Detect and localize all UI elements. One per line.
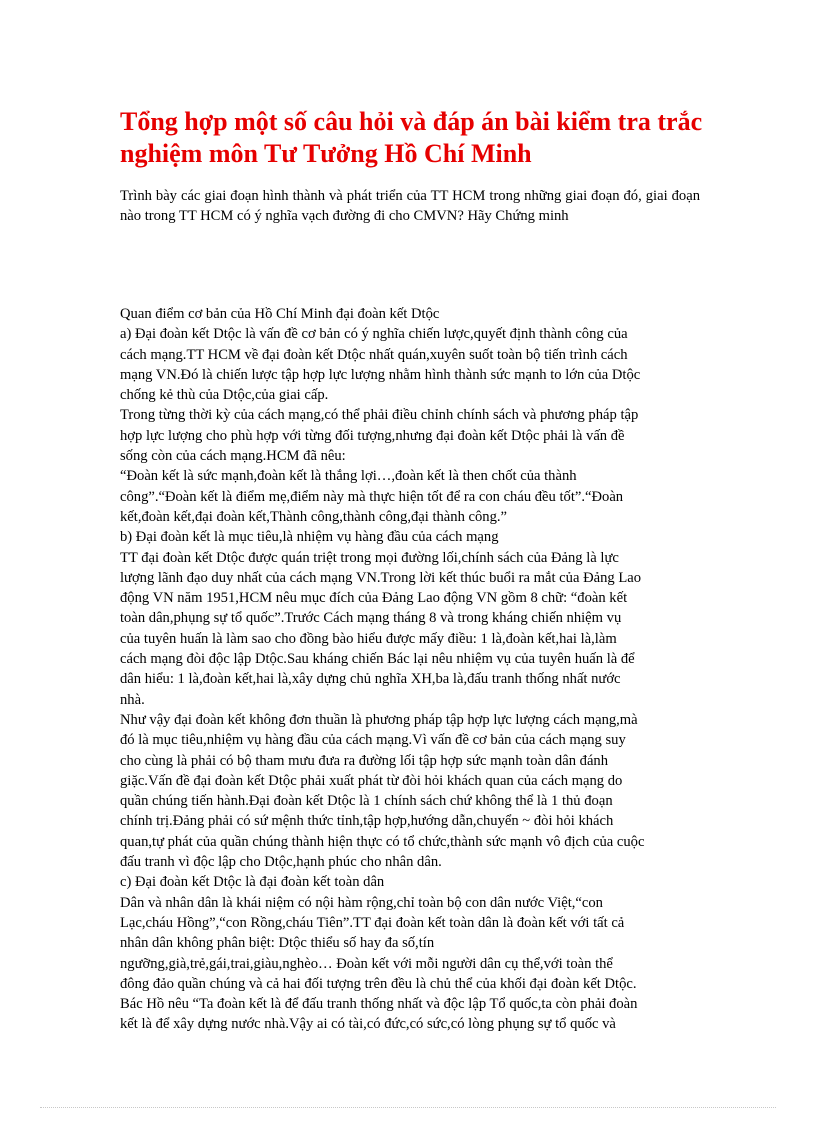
body-line: động VN năm 1951,HCM nêu mục đích của Đảng Lao động VN gồm 8 chữ: “đoàn kết bbox=[120, 590, 628, 607]
body-line: cách mạng.TT HCM về đại đoàn kết Dtộc nhất quán,xuyên suốt toàn bộ tiến trình cách bbox=[120, 346, 628, 363]
body-line: Như vậy đại đoàn kết không đơn thuần là phương pháp tập hợp lực lượng cách mạng,mà bbox=[120, 711, 638, 728]
body-line: nhân dân không phân biệt: Dtộc thiểu số hay đa số,tín bbox=[120, 935, 435, 952]
body-line: lượng lãnh đạo duy nhất của cách mạng VN.Trong lời kết thúc buổi ra mắt của Đảng Lao bbox=[120, 569, 642, 586]
body-line: đấu tranh vì độc lập cho Dtộc,hạnh phúc cho nhân dân. bbox=[120, 854, 442, 871]
body-line: cho cùng là phải có bộ tham mưu đưa ra đường lối tập hợp sức mạnh toàn dân đánh bbox=[120, 752, 609, 769]
body-line: chính trị.Đảng phải có sứ mệnh thức tỉnh,tập hợp,hướng dẫn,chuyển ~ đòi hỏi khách bbox=[120, 813, 614, 830]
body-line: “Đoàn kết là sức mạnh,đoàn kết là thắng lợi…,đoàn kết là then chốt của thành bbox=[120, 468, 577, 485]
body-line: quần chúng tiến hành.Đại đoàn kết Dtộc là 1 chính sách chứ không thể là 1 thủ đoạn bbox=[120, 793, 613, 810]
body-line: nhà. bbox=[120, 691, 145, 708]
body-line: cách mạng đòi độc lập Dtộc.Sau kháng chiến Bác lại nêu nhiệm vụ của tuyên huấn là để bbox=[120, 651, 635, 668]
body-line: a) Đại đoàn kết Dtộc là vấn đề cơ bản có ý nghĩa chiến lược,quyết định thành công của bbox=[120, 326, 628, 343]
body-line: Quan điểm cơ bản của Hồ Chí Minh đại đoàn kết Dtộc bbox=[120, 306, 440, 322]
body-line: mạng VN.Đó là chiến lược tập hợp lực lượng nhằm hình thành sức mạnh to lớn của Dtộc bbox=[120, 366, 641, 383]
body-line: công”.“Đoàn kết là điểm mẹ,điểm này mà thực hiện tốt để ra con cháu đều tốt”.“Đoàn bbox=[120, 488, 624, 505]
page-footer-divider bbox=[40, 1107, 776, 1108]
body-line: Lạc,cháu Hồng”,“con Rồng,cháu Tiên”.TT đại đoàn kết toàn dân là đoàn kết với tất cả bbox=[120, 914, 625, 931]
body-line: dân hiểu: 1 là,đoàn kết,hai là,xây dựng chủ nghĩa XH,ba là,đấu tranh thống nhất nước bbox=[120, 671, 621, 688]
body-line: đông đảo quần chúng và cả hai đối tượng trên đều là chủ thể của khối đại đoàn kết Dtộc. bbox=[120, 975, 637, 992]
body-line: toàn dân,phụng sự tổ quốc”.Trước Cách mạng tháng 8 và trong kháng chiến nhiệm vụ bbox=[120, 610, 622, 627]
body-line: kết là để xây dựng nước nhà.Vậy ai có tài,có đức,có sức,có lòng phụng sự tổ quốc và bbox=[120, 1016, 616, 1033]
intro-paragraph: Trình bày các giai đoạn hình thành và phát triển của TT HCM trong những giai đoạn đó, giai đoạn nào trong TT HCM có ý nghĩa vạch đường đi cho CMVN? Hãy Chứng minh bbox=[120, 188, 700, 224]
body-line: TT đại đoàn kết Dtộc được quán triệt trong mọi đường lối,chính sách của Đảng là lực bbox=[120, 549, 619, 566]
document-title: Tổng hợp một số câu hỏi và đáp án bài kiểm tra trắc nghiệm môn Tư Tưởng Hồ Chí Minh bbox=[120, 107, 703, 168]
body-line: Dân và nhân dân là khái niệm có nội hàm rộng,chỉ toàn bộ con dân nước Việt,“con bbox=[120, 894, 603, 911]
body-line: giặc.Vấn đề đại đoàn kết Dtộc phải xuất phát từ đòi hỏi khách quan của cách mạng do bbox=[120, 772, 623, 789]
body-line: hợp lực lượng cho phù hợp với từng đối tượng,nhưng đại đoàn kết Dtộc phải là vấn đề bbox=[120, 427, 625, 444]
body-line: Trong từng thời kỳ của cách mạng,có thể phải điều chỉnh chính sách và phương pháp tập bbox=[120, 407, 639, 424]
body-line: chống kẻ thù của Dtộc,của giai cấp. bbox=[120, 387, 329, 404]
body-line: Bác Hồ nêu “Ta đoàn kết là để đấu tranh thống nhất và độc lập Tổ quốc,ta còn phải đoàn bbox=[120, 996, 638, 1013]
body-line: c) Đại đoàn kết Dtộc là đại đoàn kết toàn dân bbox=[120, 874, 385, 891]
body-line: kết,đoàn kết,đại đoàn kết,Thành công,thành công,đại thành công.” bbox=[120, 508, 508, 525]
body-line: sống còn của cách mạng.HCM đã nêu: bbox=[120, 448, 346, 465]
body-line: quan,tự phát của quần chúng thành hiện thực có tổ chức,thành sức mạnh vô địch của cuộc bbox=[120, 833, 645, 850]
body-line: đó là mục tiêu,nhiệm vụ hàng đầu của cách mạng.Vì vấn đề cơ bản của cách mạng suy bbox=[120, 732, 626, 749]
body-line: của tuyên huấn là làm sao cho đồng bào hiểu được mấy điều: 1 là,đoàn kết,hai là,làm bbox=[120, 630, 617, 647]
document-body bbox=[120, 304, 702, 1035]
body-line: b) Đại đoàn kết là mục tiêu,là nhiệm vụ hàng đầu của cách mạng bbox=[120, 529, 499, 546]
body-line: ngưỡng,già,trẻ,gái,trai,giàu,nghèo… Đoàn kết với mỗi người dân cụ thể,với toàn thể bbox=[120, 955, 613, 972]
